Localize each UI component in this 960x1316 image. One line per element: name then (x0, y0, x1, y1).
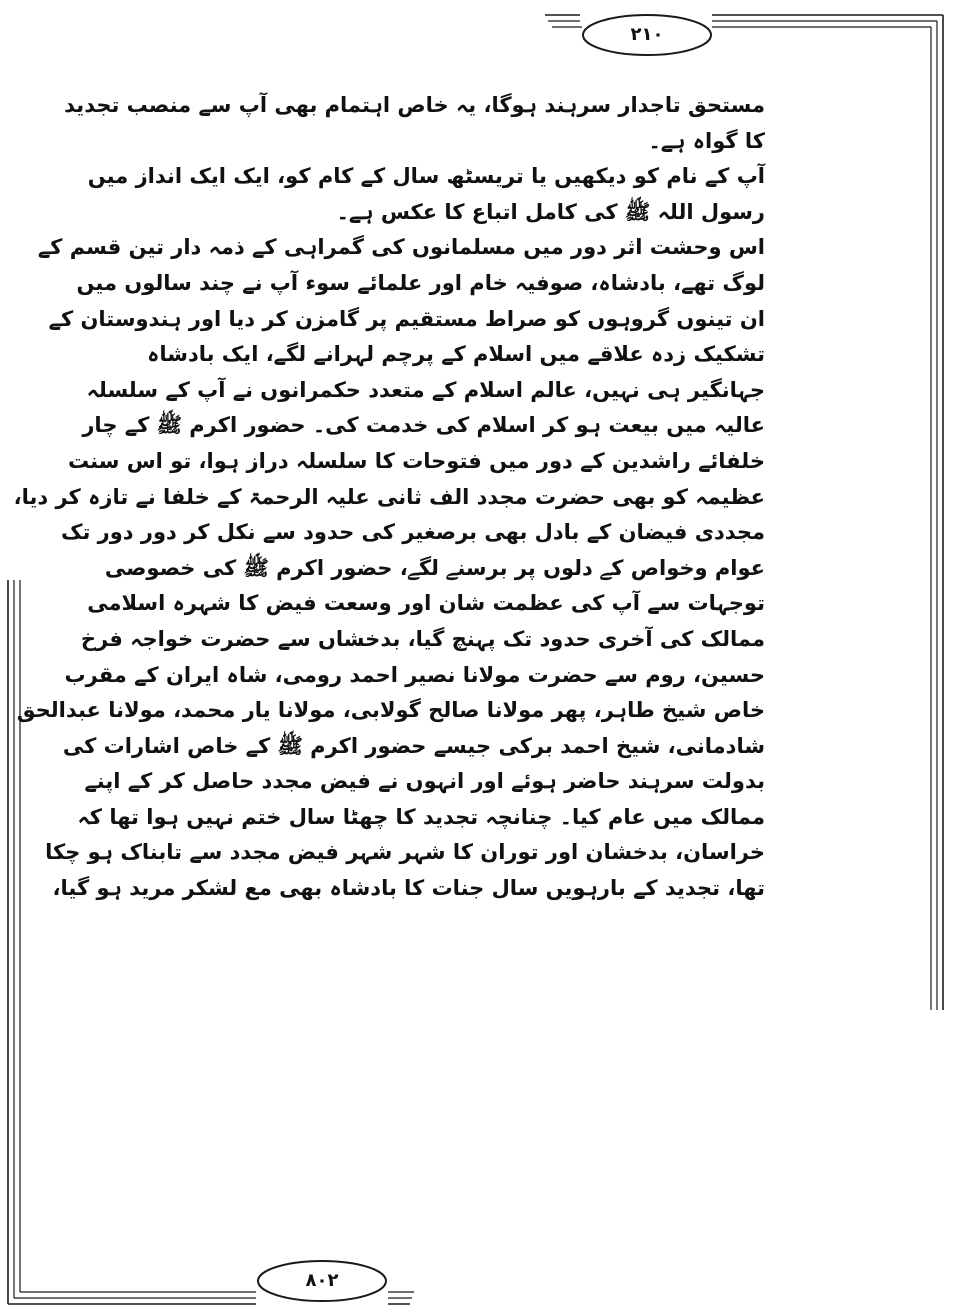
text-line: خاص شیخ طاہر، پھر مولانا صالح گولابی، مولانا یار محمد، مولانا عبدالحق (16, 698, 765, 723)
text-line: خلفائے راشدین کے دور میں فتوحات کا سلسلہ دراز ہوا، تو اس سنت (67, 448, 765, 473)
text-line: شادمانی، شیخ احمد برکی جیسے حضور اکرم ﷺ کے خاص اشارات کی (62, 733, 765, 758)
body-text (13, 88, 765, 1198)
text-line: ممالک میں عام کیا۔ چنانچہ تجدید کا چھٹا سال ختم نہیں ہوا تھا کہ (77, 804, 765, 829)
text-line: عوام وخواص کے دلوں پر برسنے لگے، حضور اکرم ﷺ کی خصوصی (104, 555, 765, 580)
text-line: مجددی فیضان کے بادل بھی برصغیر کی حدود سے نکل کر دور دور تک (60, 520, 765, 545)
page-number-top: ۲۱۰ (630, 24, 664, 45)
text-line: تشکیک زدہ علاقے میں اسلام کے پرچم لہرانے لگے، ایک بادشاہ (147, 342, 765, 367)
page-number-bottom: ۸۰۲ (305, 1270, 339, 1291)
text-line: حسین، روم سے حضرت مولانا نصیر احمد رومی، شاہ ایران کے مقرب (64, 662, 765, 687)
text-line: عالیہ میں بیعت ہو کر اسلام کی خدمت کی۔ حضور اکرم ﷺ کے چار (82, 413, 765, 438)
text-line: خراسان، بدخشان اور توران کا شہر شہر فیض مجدد سے تابناک ہو چکا (45, 840, 765, 865)
text-line: رسول اللہ ﷺ کی کامل اتباع کا عکس ہے۔ (336, 199, 765, 224)
text-line: عظیمہ کو بھی حضرت مجدد الف ثانی علیہ الرحمۃ کے خلفا نے تازہ کر دیا، (13, 484, 765, 509)
text-line: تھا، تجدید کے بارہویں سال جنات کا بادشاہ بھی مع لشکر مرید ہو گیا، (52, 876, 765, 901)
text-line: مستحق تاجدار سرہند ہوگا، یہ خاص اہتمام بھی آپ سے منصب تجدید (64, 93, 765, 117)
text-line: بدولت سرہند حاضر ہوئے اور انہوں نے فیض مجدد حاصل کر کے اپنے (84, 769, 765, 794)
text-line: ان تینوں گروہوں کو صراط مستقیم پر گامزن کر دیا اور ہندوستان کے (48, 306, 765, 331)
text-line: آپ کے نام کو دیکھیں یا تریسٹھ سال کے کام کو، ایک ایک انداز میں (87, 164, 765, 189)
text-line: جہانگیر ہی نہیں، عالم اسلام کے متعدد حکمرانوں نے آپ کے سلسلہ (86, 377, 765, 402)
text-line: لوگ تھے، بادشاہ، صوفیہ خام اور علمائے سوء آپ نے چند سالوں میں (76, 270, 765, 295)
text-line: کا گواہ ہے۔ (648, 128, 765, 153)
text-line: ممالک کی آخری حدود تک پہنچ گیا، بدخشاں سے حضرت خواجہ فرخ (80, 626, 765, 651)
text-line: اس وحشت اثر دور میں مسلمانوں کی گمراہی کے ذمہ دار تین قسم کے (37, 235, 765, 260)
text-line: توجہات سے آپ کی عظمت شان اور وسعت فیض کا شہرہ اسلامی (87, 591, 765, 616)
